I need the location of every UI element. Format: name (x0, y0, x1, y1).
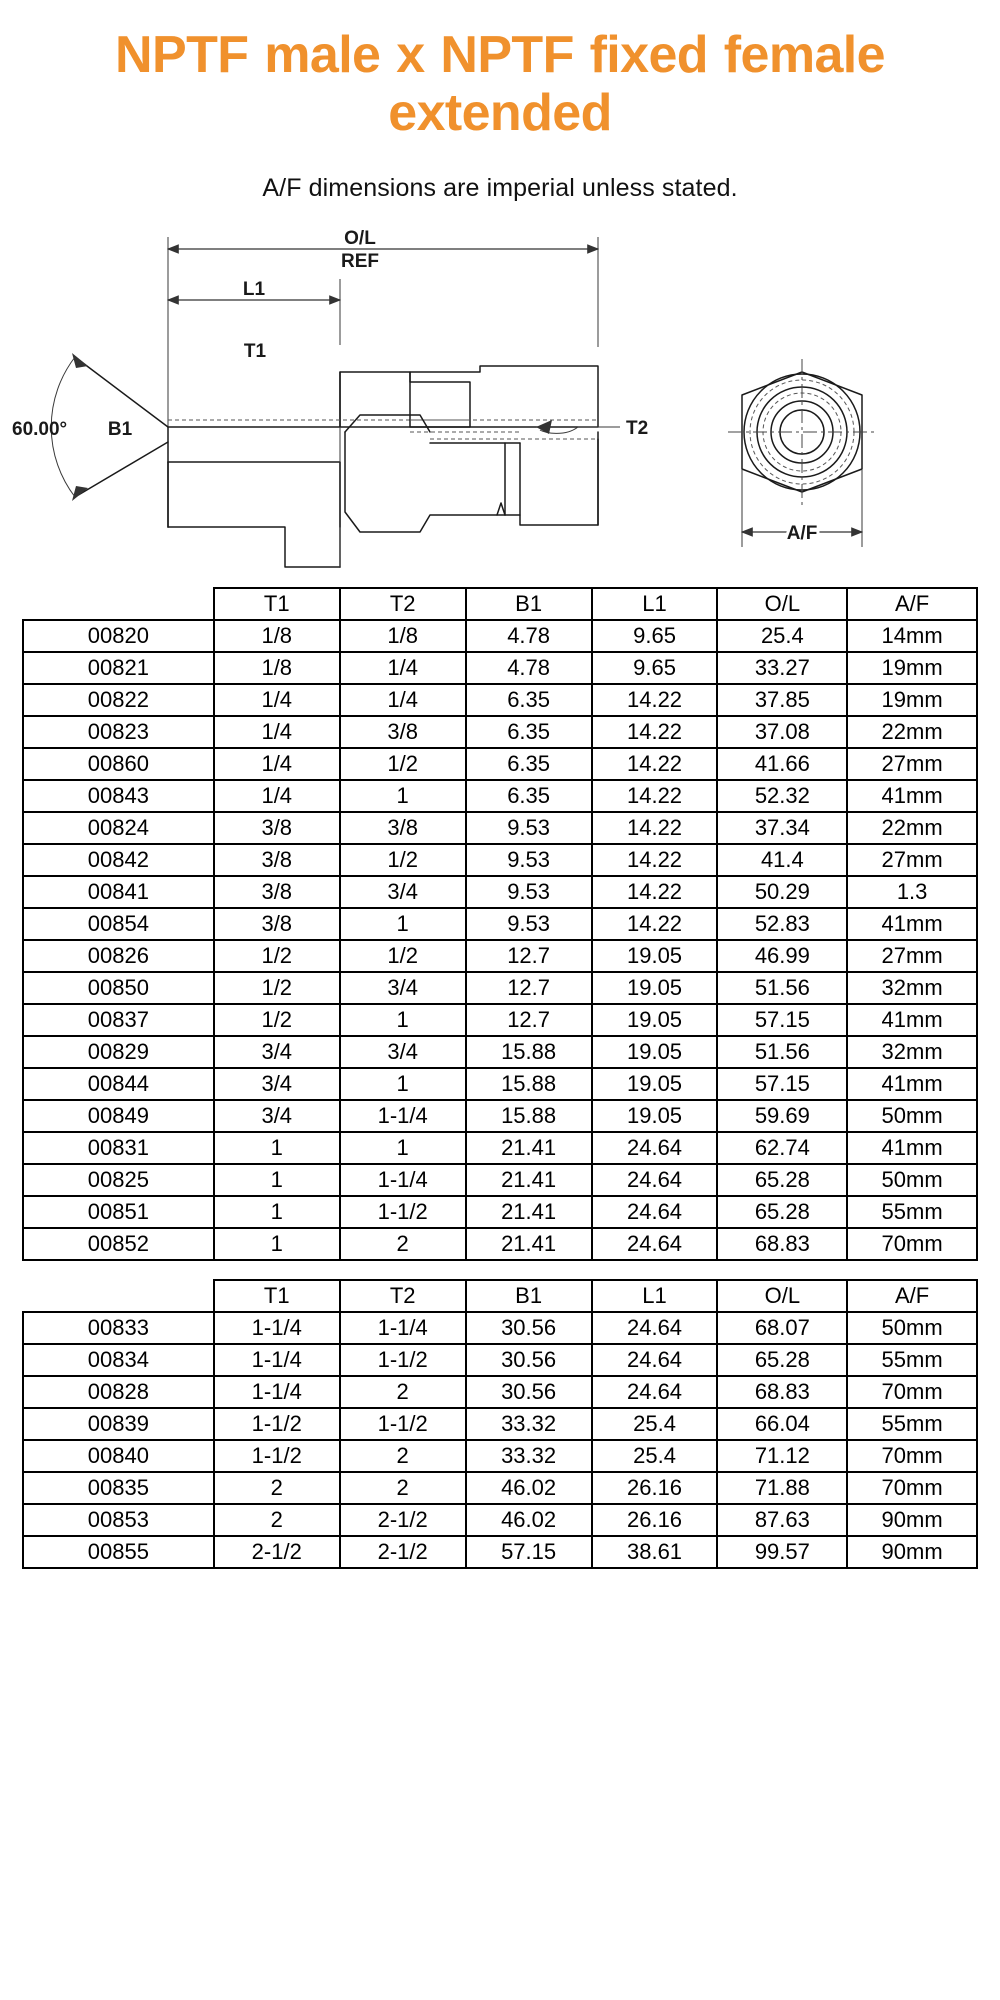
cell-af: 50mm (847, 1164, 977, 1196)
cell-part-number: 00822 (23, 684, 214, 716)
cell-af: 50mm (847, 1100, 977, 1132)
table-row (23, 1068, 977, 1100)
cell-part-number: 00841 (23, 876, 214, 908)
cell-part-number: 00855 (23, 1536, 214, 1568)
table-row (23, 812, 977, 844)
table1-header-t2: T2 (340, 588, 466, 620)
cell-t1: 3/8 (214, 876, 340, 908)
cell-t2: 1 (340, 908, 466, 940)
cell-t2: 3/8 (340, 812, 466, 844)
cell-ol: 37.08 (717, 716, 847, 748)
cell-ol: 62.74 (717, 1132, 847, 1164)
cell-af: 27mm (847, 748, 977, 780)
table-row (23, 1004, 977, 1036)
cell-t2: 3/4 (340, 972, 466, 1004)
cell-t1: 1/4 (214, 684, 340, 716)
cell-l1: 19.05 (592, 1004, 718, 1036)
label-overall-length: O/L (344, 227, 376, 249)
cell-b1: 21.41 (466, 1132, 592, 1164)
cell-b1: 30.56 (466, 1376, 592, 1408)
cell-part-number: 00844 (23, 1068, 214, 1100)
cell-part-number: 00839 (23, 1408, 214, 1440)
cell-b1: 33.32 (466, 1440, 592, 1472)
cell-ol: 71.88 (717, 1472, 847, 1504)
cell-part-number: 00823 (23, 716, 214, 748)
cell-part-number: 00829 (23, 1036, 214, 1068)
table-row (23, 1196, 977, 1228)
cell-t1: 1-1/4 (214, 1312, 340, 1344)
cell-af: 32mm (847, 972, 977, 1004)
table-row (23, 972, 977, 1004)
cell-l1: 14.22 (592, 716, 718, 748)
cell-l1: 25.4 (592, 1440, 718, 1472)
cell-l1: 19.05 (592, 1068, 718, 1100)
header-block (0, 0, 1000, 205)
cell-t2: 1-1/4 (340, 1100, 466, 1132)
cell-t2: 2 (340, 1376, 466, 1408)
cell-t2: 1-1/2 (340, 1344, 466, 1376)
cell-ol: 37.34 (717, 812, 847, 844)
cell-af: 32mm (847, 1036, 977, 1068)
table-row (23, 1536, 977, 1568)
cell-af: 55mm (847, 1196, 977, 1228)
cell-part-number: 00828 (23, 1376, 214, 1408)
cell-af: 55mm (847, 1344, 977, 1376)
cell-l1: 25.4 (592, 1408, 718, 1440)
table-row (23, 684, 977, 716)
cell-t2: 1/4 (340, 684, 466, 716)
table-row (23, 908, 977, 940)
cell-ol: 68.83 (717, 1376, 847, 1408)
table-row (23, 1472, 977, 1504)
cell-af: 41mm (847, 1132, 977, 1164)
cell-ol: 46.99 (717, 940, 847, 972)
cell-ol: 51.56 (717, 1036, 847, 1068)
cell-l1: 19.05 (592, 1036, 718, 1068)
cell-b1: 30.56 (466, 1312, 592, 1344)
cell-af: 19mm (847, 684, 977, 716)
cell-l1: 19.05 (592, 972, 718, 1004)
cell-l1: 14.22 (592, 844, 718, 876)
cell-t2: 1-1/2 (340, 1408, 466, 1440)
cell-l1: 24.64 (592, 1164, 718, 1196)
cell-t1: 2-1/2 (214, 1536, 340, 1568)
cell-t1: 3/8 (214, 812, 340, 844)
cell-ol: 65.28 (717, 1344, 847, 1376)
cell-part-number: 00849 (23, 1100, 214, 1132)
cell-t2: 2 (340, 1472, 466, 1504)
cell-af: 90mm (847, 1504, 977, 1536)
cell-part-number: 00854 (23, 908, 214, 940)
cell-part-number: 00842 (23, 844, 214, 876)
page-subtitle: A/F dimensions are imperial unless stated. (262, 174, 738, 203)
cell-l1: 24.64 (592, 1312, 718, 1344)
cell-t1: 3/4 (214, 1100, 340, 1132)
cell-t1: 3/4 (214, 1036, 340, 1068)
cell-b1: 6.35 (466, 684, 592, 716)
hex-end-view (728, 359, 876, 547)
cell-b1: 6.35 (466, 780, 592, 812)
label-t2: T2 (626, 417, 649, 439)
cell-ol: 51.56 (717, 972, 847, 1004)
cell-t1: 1/4 (214, 716, 340, 748)
cell-ol: 68.83 (717, 1228, 847, 1260)
cell-af: 22mm (847, 812, 977, 844)
cell-part-number: 00851 (23, 1196, 214, 1228)
table-header-row (23, 1280, 977, 1312)
cell-t2: 3/4 (340, 1036, 466, 1068)
cell-b1: 33.32 (466, 1408, 592, 1440)
cell-t2: 2 (340, 1440, 466, 1472)
dim-angle-60 (12, 353, 168, 501)
cell-b1: 46.02 (466, 1472, 592, 1504)
table-row (23, 1100, 977, 1132)
cell-ol: 65.28 (717, 1164, 847, 1196)
cell-l1: 24.64 (592, 1228, 718, 1260)
table-row (23, 876, 977, 908)
table-row (23, 1440, 977, 1472)
cell-af: 14mm (847, 620, 977, 652)
cell-t1: 1/2 (214, 1004, 340, 1036)
cell-af: 70mm (847, 1440, 977, 1472)
cell-b1: 9.53 (466, 844, 592, 876)
cell-part-number: 00853 (23, 1504, 214, 1536)
cell-l1: 24.64 (592, 1132, 718, 1164)
table-row (23, 780, 977, 812)
cell-l1: 24.64 (592, 1344, 718, 1376)
cell-t2: 1/2 (340, 748, 466, 780)
cell-ol: 33.27 (717, 652, 847, 684)
cell-l1: 24.64 (592, 1196, 718, 1228)
table2-header-l1: L1 (592, 1280, 718, 1312)
cell-b1: 12.7 (466, 1004, 592, 1036)
label-overall-length-ref: REF (341, 250, 379, 272)
cell-b1: 9.53 (466, 876, 592, 908)
cell-t2: 1/2 (340, 844, 466, 876)
cell-t1: 1/4 (214, 780, 340, 812)
table1-header-ol: O/L (717, 588, 847, 620)
cell-part-number: 00824 (23, 812, 214, 844)
cell-part-number: 00835 (23, 1472, 214, 1504)
cell-t2: 1-1/2 (340, 1196, 466, 1228)
cell-part-number: 00825 (23, 1164, 214, 1196)
label-angle-60: 60.00° (12, 418, 68, 440)
cell-l1: 14.22 (592, 780, 718, 812)
cell-b1: 21.41 (466, 1196, 592, 1228)
cell-l1: 24.64 (592, 1376, 718, 1408)
cell-part-number: 00850 (23, 972, 214, 1004)
table-header-row (23, 588, 977, 620)
cell-af: 41mm (847, 1004, 977, 1036)
cell-af: 90mm (847, 1536, 977, 1568)
section-hex-nut (345, 415, 598, 532)
cell-ol: 68.07 (717, 1312, 847, 1344)
cell-t2: 3/8 (340, 716, 466, 748)
label-t1: T1 (243, 340, 267, 362)
label-b1: B1 (107, 418, 133, 440)
page-title: NPTF male x NPTF fixed female extended (115, 26, 885, 143)
cell-ol: 41.4 (717, 844, 847, 876)
cell-t1: 1 (214, 1196, 340, 1228)
table1-header-blank (23, 588, 214, 620)
cell-ol: 59.69 (717, 1100, 847, 1132)
cell-l1: 9.65 (592, 652, 718, 684)
drawing-svg (0, 227, 1000, 587)
label-across-flats: A/F (786, 522, 818, 544)
section-lower-body (168, 427, 340, 567)
cell-part-number: 00831 (23, 1132, 214, 1164)
table2-header-b1: B1 (466, 1280, 592, 1312)
cell-ol: 57.15 (717, 1068, 847, 1100)
dimensions-table-1 (22, 587, 978, 1261)
cell-b1: 21.41 (466, 1228, 592, 1260)
cell-part-number: 00826 (23, 940, 214, 972)
table-row (23, 1344, 977, 1376)
cell-ol: 99.57 (717, 1536, 847, 1568)
cell-t2: 3/4 (340, 876, 466, 908)
cell-af: 70mm (847, 1472, 977, 1504)
cell-t1: 1 (214, 1228, 340, 1260)
table-row (23, 1132, 977, 1164)
cell-part-number: 00820 (23, 620, 214, 652)
dim-overall-length (168, 228, 598, 427)
cell-part-number: 00843 (23, 780, 214, 812)
table2-header-t2: T2 (340, 1280, 466, 1312)
cell-t2: 2 (340, 1228, 466, 1260)
cell-af: 22mm (847, 716, 977, 748)
cell-t1: 2 (214, 1472, 340, 1504)
cell-t1: 1/8 (214, 652, 340, 684)
table-row (23, 652, 977, 684)
cell-af: 27mm (847, 844, 977, 876)
cell-l1: 26.16 (592, 1472, 718, 1504)
cell-part-number: 00852 (23, 1228, 214, 1260)
cell-b1: 15.88 (466, 1036, 592, 1068)
cell-t1: 3/8 (214, 908, 340, 940)
cell-t2: 1/4 (340, 652, 466, 684)
cell-t2: 1/2 (340, 940, 466, 972)
dimensions-table-2 (22, 1279, 978, 1569)
cell-b1: 4.78 (466, 620, 592, 652)
cell-l1: 26.16 (592, 1504, 718, 1536)
label-l1: L1 (242, 278, 266, 300)
cell-t1: 1-1/2 (214, 1408, 340, 1440)
cell-t1: 1/2 (214, 940, 340, 972)
cell-l1: 14.22 (592, 876, 718, 908)
cell-b1: 6.35 (466, 748, 592, 780)
cell-t2: 2-1/2 (340, 1504, 466, 1536)
table-row (23, 1504, 977, 1536)
cell-t1: 1-1/4 (214, 1376, 340, 1408)
cell-t2: 1-1/4 (340, 1164, 466, 1196)
cell-t1: 1 (214, 1164, 340, 1196)
table-row (23, 748, 977, 780)
table-row (23, 620, 977, 652)
cell-t1: 1 (214, 1132, 340, 1164)
cell-t1: 2 (214, 1504, 340, 1536)
table-row (23, 1036, 977, 1068)
cell-b1: 6.35 (466, 716, 592, 748)
cell-b1: 21.41 (466, 1164, 592, 1196)
dim-l1 (168, 279, 340, 345)
female-body-upper-wall (410, 366, 598, 427)
cell-af: 41mm (847, 1068, 977, 1100)
cell-af: 50mm (847, 1312, 977, 1344)
cell-part-number: 00860 (23, 748, 214, 780)
cell-b1: 15.88 (466, 1068, 592, 1100)
cell-af: 1.3 (847, 876, 977, 908)
cell-t1: 1/4 (214, 748, 340, 780)
table2-header-blank (23, 1280, 214, 1312)
cell-af: 70mm (847, 1376, 977, 1408)
table1-header-b1: B1 (466, 588, 592, 620)
cell-t2: 1 (340, 1132, 466, 1164)
cell-t1: 3/8 (214, 844, 340, 876)
cell-ol: 41.66 (717, 748, 847, 780)
cell-t1: 1/2 (214, 972, 340, 1004)
cell-b1: 4.78 (466, 652, 592, 684)
cell-ol: 66.04 (717, 1408, 847, 1440)
technical-drawing (0, 227, 1000, 587)
cell-t1: 1/8 (214, 620, 340, 652)
cell-l1: 9.65 (592, 620, 718, 652)
leader-t2 (536, 418, 648, 439)
table-row (23, 844, 977, 876)
cell-part-number: 00821 (23, 652, 214, 684)
cell-ol: 25.4 (717, 620, 847, 652)
cell-b1: 57.15 (466, 1536, 592, 1568)
cell-t1: 1-1/4 (214, 1344, 340, 1376)
table-row (23, 1312, 977, 1344)
table2-body (23, 1312, 977, 1568)
cell-l1: 19.05 (592, 940, 718, 972)
cell-b1: 12.7 (466, 940, 592, 972)
cell-l1: 14.22 (592, 684, 718, 716)
cell-ol: 37.85 (717, 684, 847, 716)
table2-header-af: A/F (847, 1280, 977, 1312)
cell-t2: 1/8 (340, 620, 466, 652)
cell-b1: 9.53 (466, 812, 592, 844)
male-thread-upper-wall (168, 372, 470, 427)
cell-af: 27mm (847, 940, 977, 972)
cell-l1: 14.22 (592, 812, 718, 844)
table1-header-af: A/F (847, 588, 977, 620)
cell-af: 19mm (847, 652, 977, 684)
cell-l1: 19.05 (592, 1100, 718, 1132)
cell-ol: 50.29 (717, 876, 847, 908)
cell-b1: 30.56 (466, 1344, 592, 1376)
table1-body (23, 620, 977, 1260)
table-row (23, 940, 977, 972)
cell-ol: 71.12 (717, 1440, 847, 1472)
cell-ol: 52.83 (717, 908, 847, 940)
cell-b1: 46.02 (466, 1504, 592, 1536)
table-row (23, 1376, 977, 1408)
table-row (23, 716, 977, 748)
cell-b1: 12.7 (466, 972, 592, 1004)
cell-ol: 65.28 (717, 1196, 847, 1228)
cell-b1: 9.53 (466, 908, 592, 940)
cell-t2: 1 (340, 1068, 466, 1100)
cell-t2: 1 (340, 780, 466, 812)
cell-l1: 14.22 (592, 748, 718, 780)
table-row (23, 1164, 977, 1196)
table2-header-ol: O/L (717, 1280, 847, 1312)
cell-t1: 1-1/2 (214, 1440, 340, 1472)
cell-af: 41mm (847, 780, 977, 812)
cell-l1: 14.22 (592, 908, 718, 940)
cell-af: 70mm (847, 1228, 977, 1260)
cell-t2: 1 (340, 1004, 466, 1036)
table2-header-t1: T1 (214, 1280, 340, 1312)
cell-part-number: 00833 (23, 1312, 214, 1344)
cell-part-number: 00837 (23, 1004, 214, 1036)
cell-t2: 1-1/4 (340, 1312, 466, 1344)
cell-part-number: 00834 (23, 1344, 214, 1376)
table1-header-l1: L1 (592, 588, 718, 620)
cell-ol: 52.32 (717, 780, 847, 812)
table-row (23, 1408, 977, 1440)
cell-b1: 15.88 (466, 1100, 592, 1132)
cell-af: 41mm (847, 908, 977, 940)
cell-l1: 38.61 (592, 1536, 718, 1568)
cell-t2: 2-1/2 (340, 1536, 466, 1568)
table1-header-t1: T1 (214, 588, 340, 620)
cell-t1: 3/4 (214, 1068, 340, 1100)
table-row (23, 1228, 977, 1260)
cell-af: 55mm (847, 1408, 977, 1440)
cell-part-number: 00840 (23, 1440, 214, 1472)
cell-ol: 87.63 (717, 1504, 847, 1536)
cell-ol: 57.15 (717, 1004, 847, 1036)
dimension-tables (0, 587, 1000, 1617)
